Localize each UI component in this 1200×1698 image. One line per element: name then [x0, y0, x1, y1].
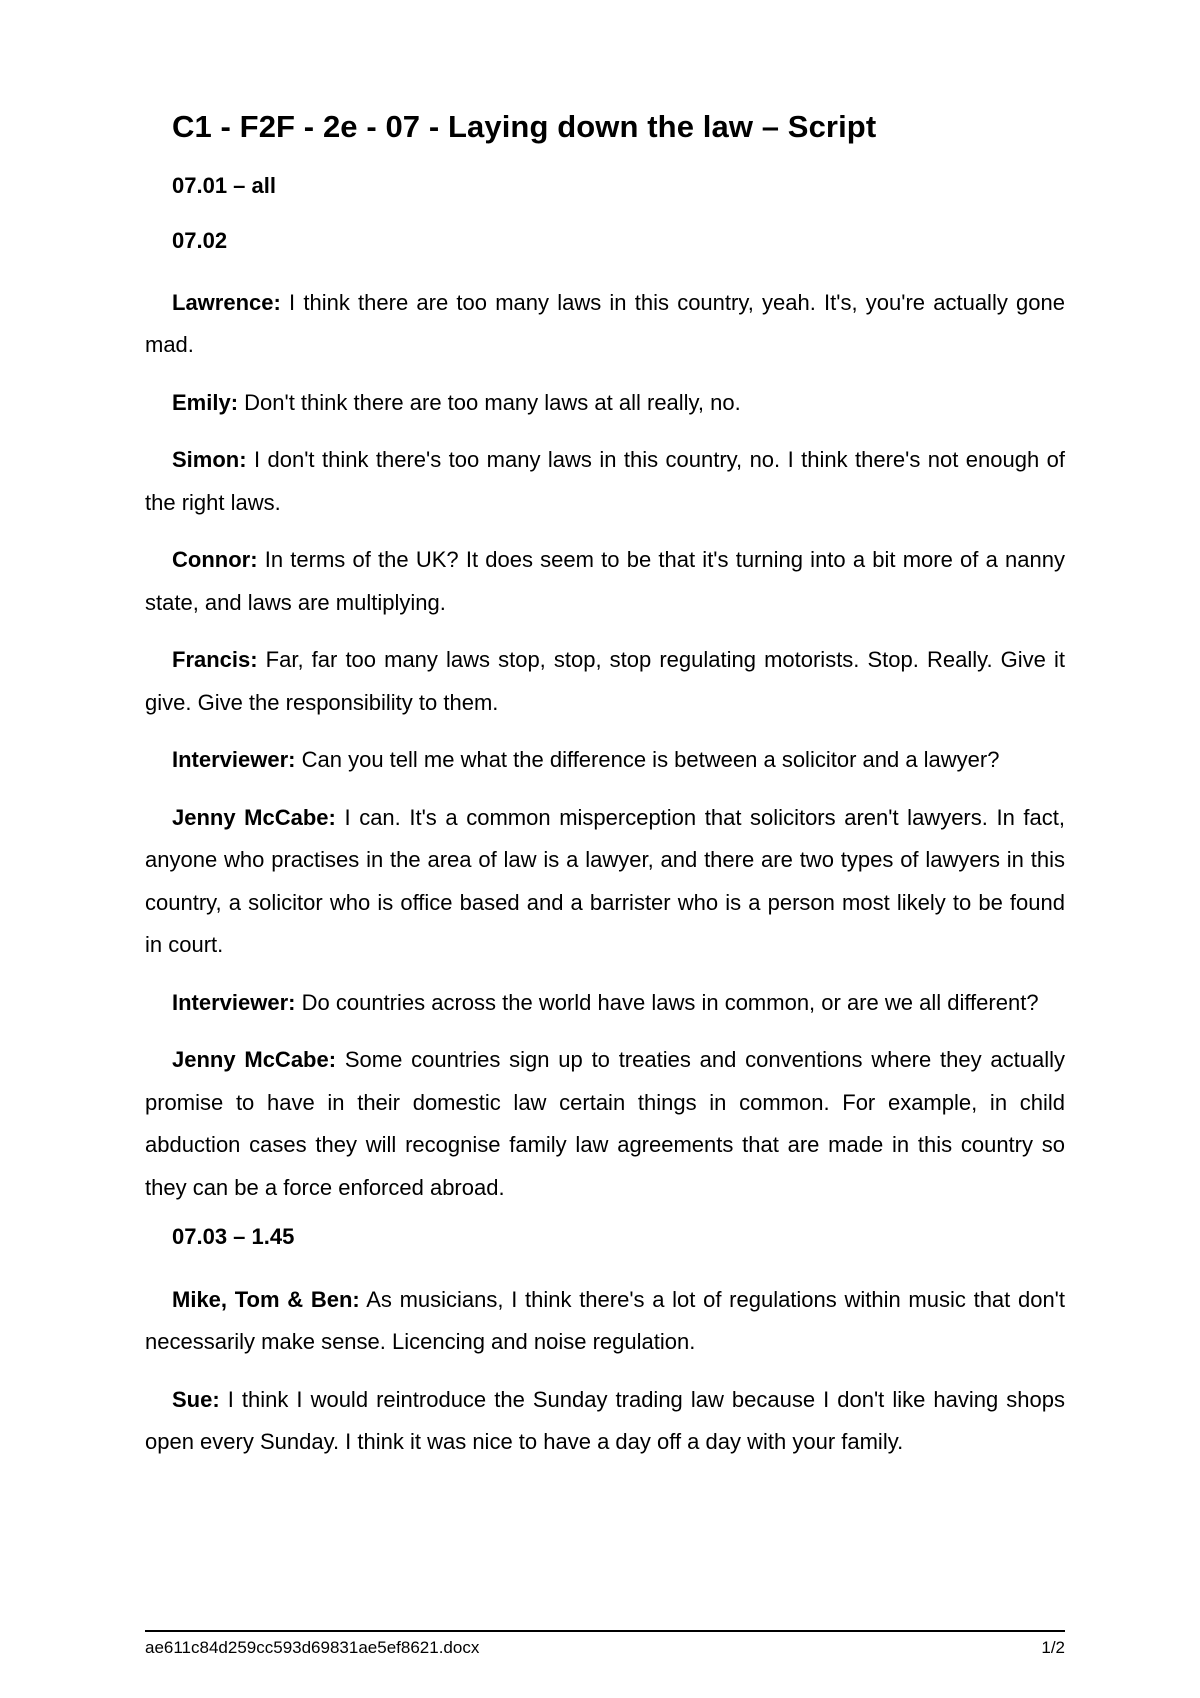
section-heading: 07.02: [172, 227, 228, 253]
speaker-name: Lawrence:: [172, 289, 281, 315]
speaker-name: Simon:: [172, 447, 247, 473]
script-paragraph: [145, 739, 1065, 782]
speaker-name: Emily:: [172, 389, 239, 415]
script-paragraph: [145, 282, 1065, 367]
speech-text: Far, far too many laws stop, stop, stop regulating motorists. Stop. Really. Give it give. Give the responsibility to them.: [145, 647, 1065, 715]
speech-text: Do countries across the world have laws in common, or are we all different?: [295, 989, 1039, 1015]
speech-text: Can you tell me what the difference is between a solicitor and a lawyer?: [295, 747, 1000, 773]
document-body: [145, 108, 1065, 1479]
speaker-name: Jenny McCabe:: [172, 804, 336, 830]
page-footer: [145, 1630, 1065, 1658]
speaker-name: Mike, Tom & Ben:: [172, 1286, 360, 1312]
script-paragraph: [145, 1379, 1065, 1464]
script-paragraph: [145, 382, 1065, 425]
script-paragraph: [145, 1039, 1065, 1209]
speech-text: Don't think there are too many laws at all really, no.: [238, 389, 741, 415]
script-paragraph: [145, 639, 1065, 724]
speaker-name: Interviewer:: [172, 747, 296, 773]
speaker-name: Jenny McCabe:: [172, 1047, 337, 1073]
speech-text: I can. It's a common misperception that solicitors aren't lawyers. In fact, anyone who practises in the area of law is a lawyer, and there are two types of lawyers in this country, a solicitor who is office based and a barrister who is a person most likely to be found in court.: [145, 804, 1065, 958]
section-heading: 07.03 – 1.45: [172, 1224, 295, 1250]
speech-text: Some countries sign up to treaties and conventions where they actually promise to have in their domestic law certain things in common. For example, in child abduction cases they will recognise family law agreements that are made in this country so they can be a force enforced abroad.: [145, 1047, 1065, 1200]
speech-text: I think there are too many laws in this country, yeah. It's, you're actually gone mad.: [145, 289, 1065, 358]
footer-page-number: 1/2: [1041, 1638, 1065, 1657]
document-title: C1 - F2F - 2e - 07 - Laying down the law – Script: [172, 109, 877, 144]
footer-filename: ae611c84d259cc593d69831ae5ef8621.docx: [145, 1638, 480, 1657]
script-paragraph: [145, 439, 1065, 524]
speech-text: I think I would reintroduce the Sunday trading law because I don't like having shops open every Sunday. I think it was nice to have a day off a day with your family.: [145, 1386, 1065, 1455]
section-heading: 07.01 – all: [172, 173, 276, 199]
speech-text: I don't think there's too many laws in this country, no. I think there's not enough of the right laws.: [145, 447, 1065, 515]
script-paragraph: [145, 982, 1065, 1025]
script-paragraph: [145, 797, 1065, 967]
speaker-name: Francis:: [172, 647, 258, 673]
speech-text: As musicians, I think there's a lot of regulations within music that don't necessarily make sense. Licencing and noise regulation.: [145, 1286, 1065, 1355]
speaker-name: Interviewer:: [172, 989, 296, 1015]
speech-text: In terms of the UK? It does seem to be that it's turning into a bit more of a nanny state, and laws are multiplying.: [145, 547, 1065, 615]
speaker-name: Sue:: [172, 1386, 220, 1412]
speaker-name: Connor:: [172, 547, 258, 573]
script-paragraph: [145, 539, 1065, 624]
script-paragraph: [145, 1279, 1065, 1364]
